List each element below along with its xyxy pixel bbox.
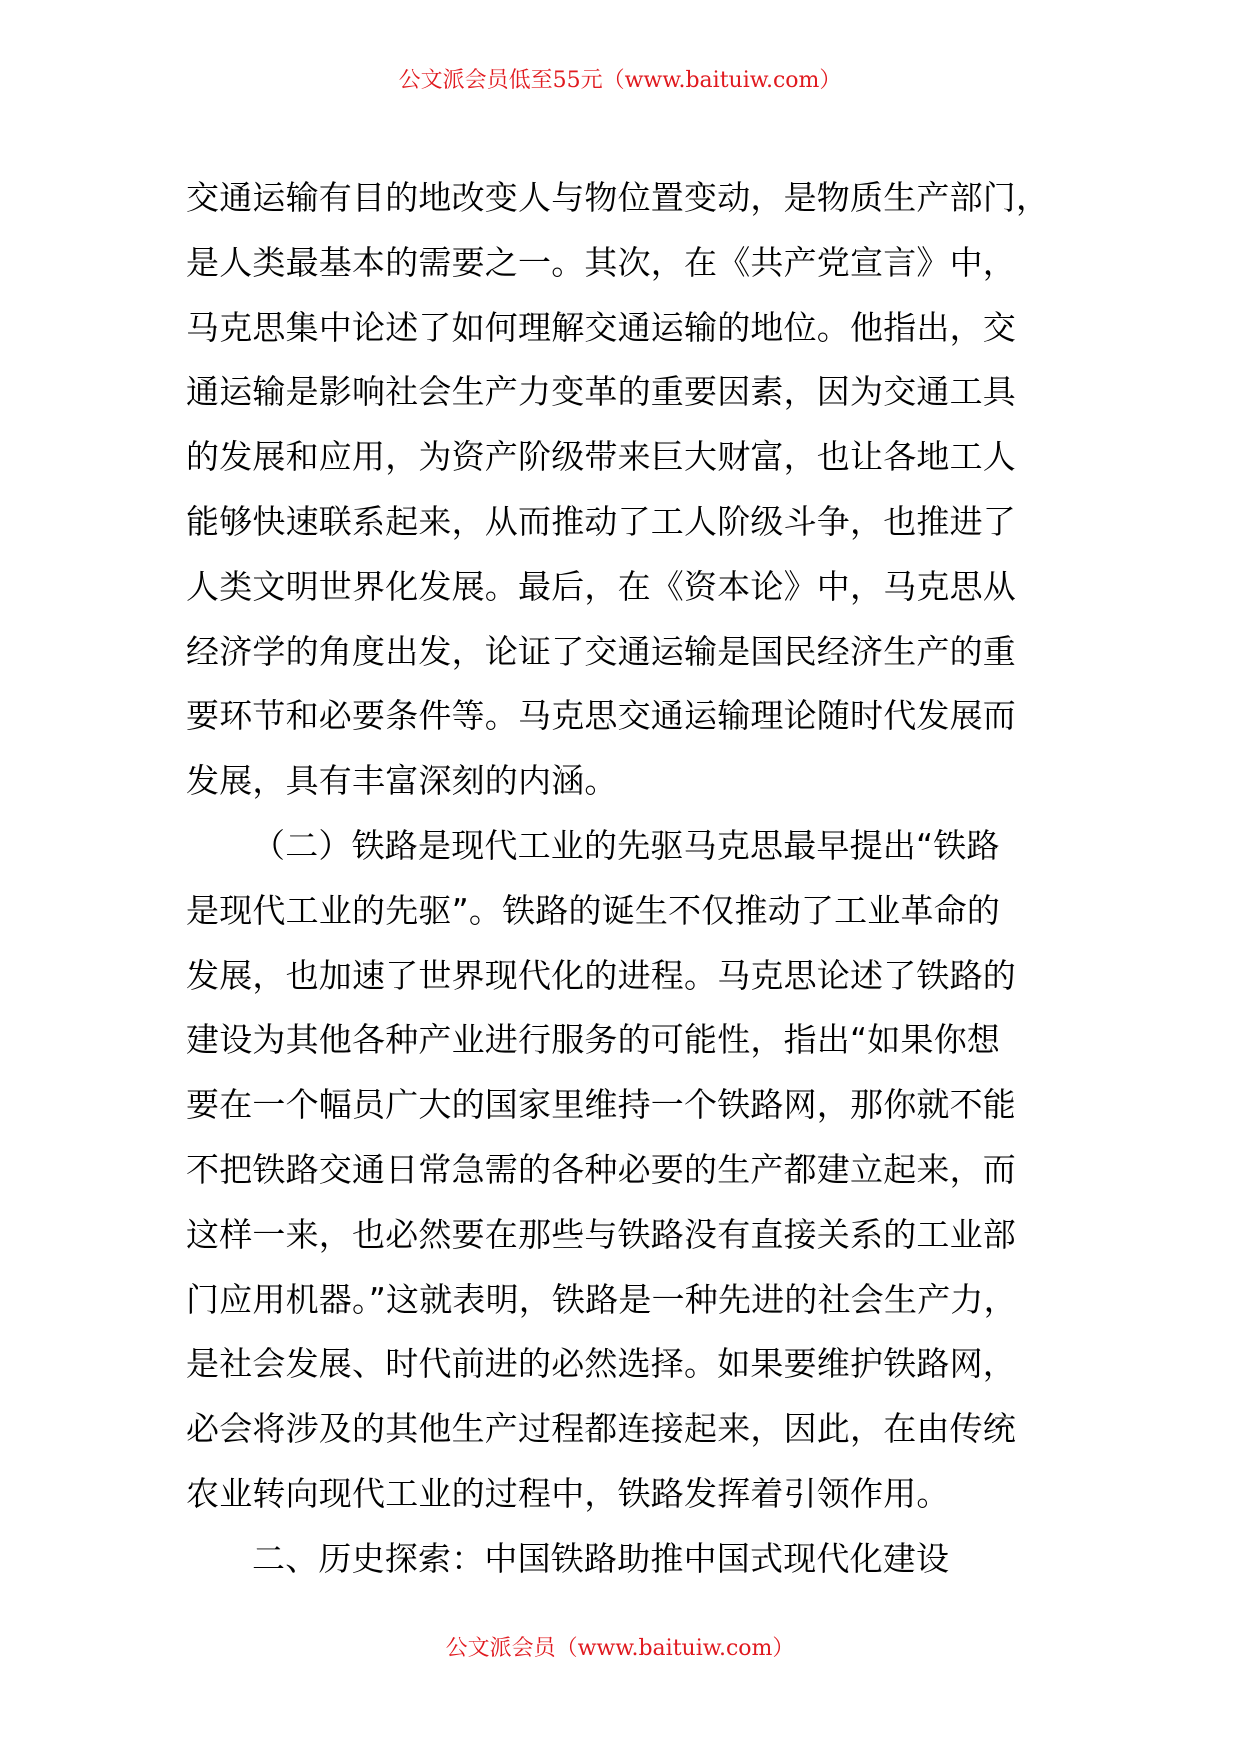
section-heading-line: （二）铁路是现代工业的先驱马克思最早提出“铁路	[252, 825, 1000, 865]
body-line: 经济学的角度出发，论证了交通运输是国民经济生产的重	[186, 631, 1016, 671]
body-line: 门应用机器。”这就表明，铁路是一种先进的社会生产力，	[186, 1279, 1017, 1319]
body-line: 是社会发展、时代前进的必然选择。如果要维护铁路网，	[186, 1344, 1016, 1384]
body-line: 马克思集中论述了如何理解交通运输的地位。他指出，交	[186, 307, 1016, 347]
body-line: 是人类最基本的需要之一。其次，在《共产党宣言》中，	[186, 242, 1016, 282]
body-line: 农业转向现代工业的过程中，铁路发挥着引领作用。	[186, 1473, 950, 1513]
body-line: 交通运输有目的地改变人与物位置变动，是物质生产部门，	[186, 178, 1050, 217]
body-line: 要环节和必要条件等。马克思交通运输理论随时代发展而	[186, 696, 1016, 736]
body-line: 这样一来，也必然要在那些与铁路没有直接关系的工业部	[186, 1214, 1016, 1254]
body-line: 通运输是影响社会生产力变革的重要因素，因为交通工具	[186, 372, 1016, 412]
body-line: 发展，具有丰富深刻的内涵。	[186, 761, 618, 801]
body-line: 能够快速联系起来，从而推动了工人阶级斗争，也推进了	[186, 501, 1016, 541]
body-line: 人类文明世界化发展。最后，在《资本论》中，马克思从	[186, 566, 1016, 606]
body-line: 不把铁路交通日常急需的各种必要的生产都建立起来，而	[186, 1149, 1016, 1189]
header-watermark: 公文派会员低至55元（www.baituiw.com）	[398, 68, 842, 93]
footer-watermark: 公文派会员（www.baituiw.com）	[445, 1636, 795, 1661]
body-line: 的发展和应用，为资产阶级带来巨大财富，也让各地工人	[186, 437, 1016, 477]
section-heading: 二、历史探索：中国铁路助推中国式现代化建设	[252, 1538, 950, 1578]
body-line: 建设为其他各种产业进行服务的可能性，指出“如果你想	[186, 1020, 1001, 1060]
document-body	[186, 166, 1066, 1592]
body-line: 要在一个幅员广大的国家里维持一个铁路网，那你就不能	[186, 1085, 1016, 1125]
body-line: 是现代工业的先驱”。铁路的诞生不仅推动了工业革命的	[186, 890, 1001, 930]
body-line: 必会将涉及的其他生产过程都连接起来，因此，在由传统	[186, 1409, 1016, 1449]
body-line: 发展，也加速了世界现代化的进程。马克思论述了铁路的	[186, 955, 1016, 995]
